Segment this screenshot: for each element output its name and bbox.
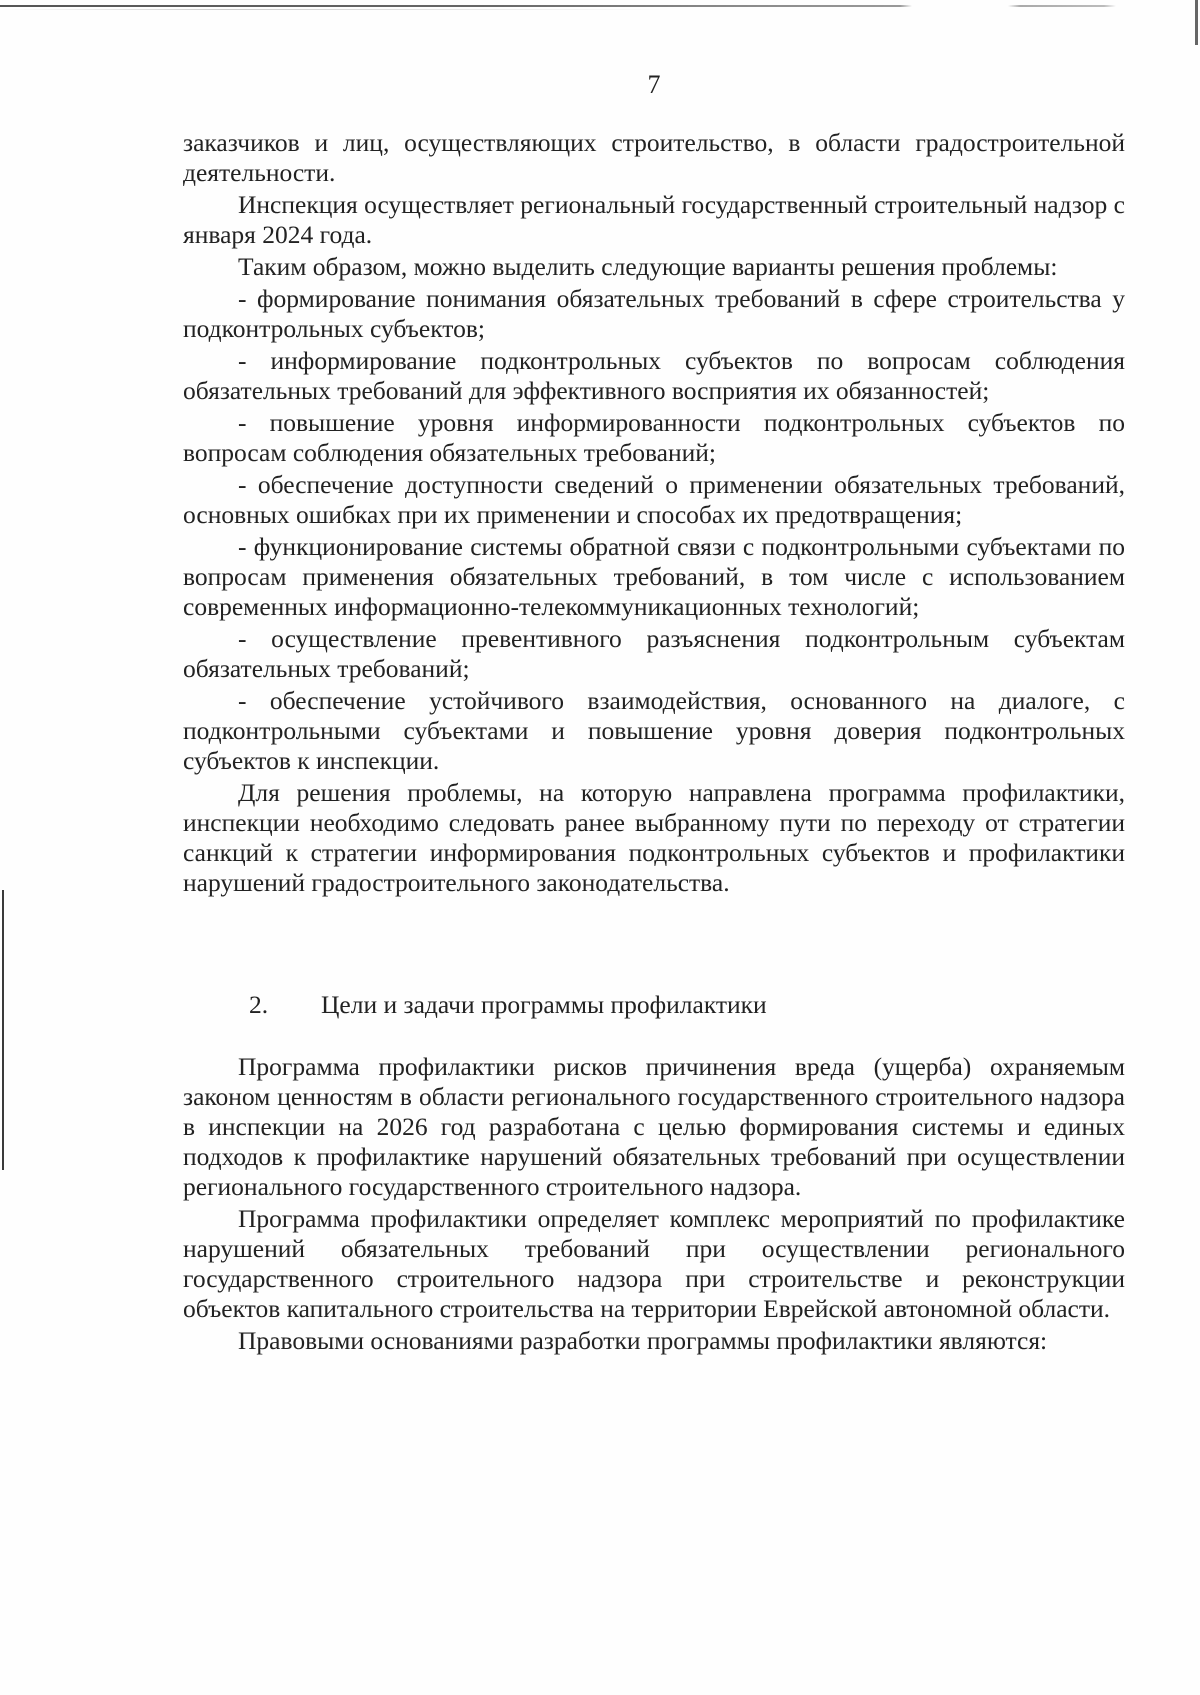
paragraph: Правовыми основаниями разработки программы профилактики являются:	[238, 1326, 1048, 1355]
list-item: - обеспечение доступности сведений о применении обязательных требований, основных ошибках при их применении и способах их предотвращения;	[183, 470, 1125, 529]
paragraph: заказчиков и лиц, осуществляющих строительство, в области градостроительной деятельности.	[183, 128, 1125, 187]
section-title: Цели и задачи программы профилактики	[321, 990, 767, 1019]
list-item: - формирование понимания обязательных требований в сфере строительства у подконтрольных субъектов;	[183, 284, 1125, 343]
paragraph: Программа профилактики определяет комплекс мероприятий по профилактике нарушений обязательных требований при осуществлении регионального государственного строительного надзора при строительстве и реконструкции объектов капитального строительства на территории Еврейской автономной области.	[183, 1204, 1125, 1323]
scan-edge-artifact	[0, 9, 1120, 10]
scan-edge-artifact	[1195, 0, 1198, 45]
scan-edge-artifact	[2, 890, 4, 1170]
paragraph: Для решения проблемы, на которую направлена программа профилактики, инспекции необходимо следовать ранее выбранному пути по переходу от стратегии санкций к стратегии информирования подконтрольных субъектов и профилактики нарушений градостроительного законодательства.	[183, 778, 1125, 897]
list-item: - осуществление превентивного разъяснения подконтрольным субъектам обязательных требований;	[183, 624, 1125, 683]
paragraph: Инспекция осуществляет региональный государственный строительный надзор с января 2024 года.	[183, 190, 1125, 249]
paragraph: Таким образом, можно выделить следующие варианты решения проблемы:	[238, 252, 1058, 281]
page-number: 7	[647, 70, 661, 99]
list-item: - информирование подконтрольных субъектов по вопросам соблюдения обязательных требований для эффективного восприятия их обязанностей;	[183, 346, 1125, 405]
section-number: 2.	[249, 990, 269, 1019]
paragraph: Программа профилактики рисков причинения вреда (ущерба) охраняемым законом ценностям в области регионального государственного строительного надзора в инспекции на 2026 год разработана с целью формирования системы и единых подходов к профилактике нарушений обязательных требований при осуществлении регионального государственного строительного надзора.	[183, 1052, 1125, 1201]
section-2-text	[183, 1052, 1125, 1356]
scan-edge-artifact	[0, 5, 1200, 7]
list-item: - функционирование системы обратной связи с подконтрольными субъектами по вопросам применения обязательных требований, в том числе с использованием современных информационно-телекоммуникационных технологий;	[183, 532, 1125, 621]
section-1-text	[183, 128, 1125, 898]
section-2-heading	[249, 990, 767, 1020]
list-item: - обеспечение устойчивого взаимодействия, основанного на диалоге, с подконтрольными субъектами и повышение уровня доверия подконтрольных субъектов к инспекции.	[183, 686, 1125, 775]
list-item: - повышение уровня информированности подконтрольных субъектов по вопросам соблюдения обязательных требований;	[183, 408, 1125, 467]
